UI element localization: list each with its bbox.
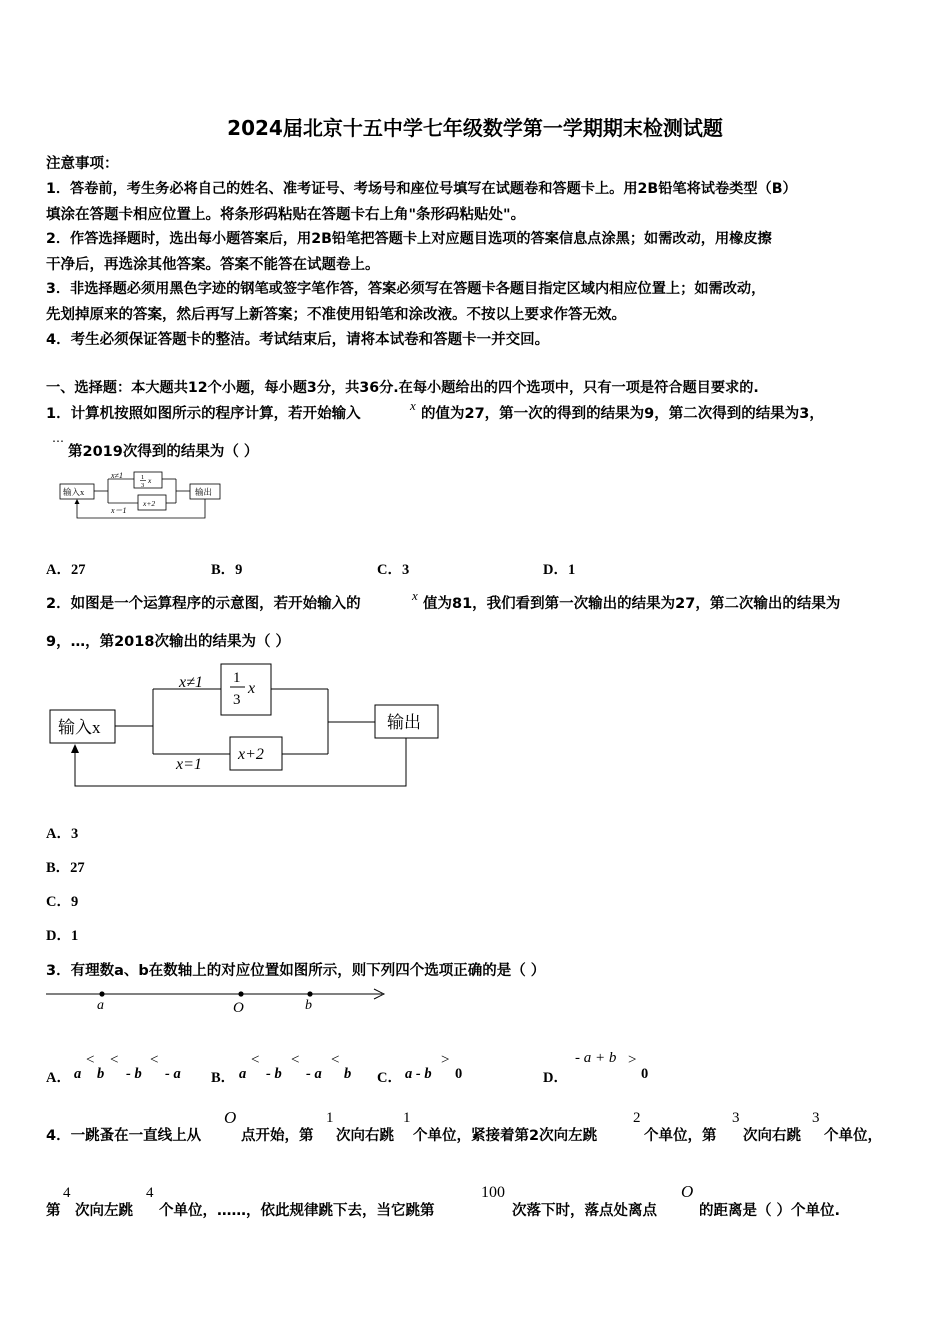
q2-frac-num: 1 [233, 670, 241, 686]
page-title: 2024届北京十五中学七年级数学第一学期期末检测试题 [227, 116, 723, 140]
q1-frac-den: 3 [141, 482, 145, 489]
q1-cond-bottom: x＝1 [111, 506, 127, 515]
q1-output-label: 输出 [195, 487, 213, 497]
q2-output-label: 输出 [387, 713, 421, 732]
q2-option-c[interactable]: C．9 [46, 894, 79, 910]
q2-third-box [221, 664, 271, 715]
q2-option-b[interactable]: B．27 [46, 860, 85, 876]
exam-page: 2024届北京十五中学七年级数学第一学期期末检测试题 注意事项： 1．答卷前，考生务必将自己的姓名、准考证号、考场号和座位号填写在试题卷和答题卡上。用2B铅笔将试卷类型（B） 填涂在答题卡相应位置上。将条形码粘贴在答题卡右上角"条形码粘贴处"。 2．作答选择题时，选出每小题答案后，用2B铅笔把答题卡上对应题目选项的答案信息点涂黑；如需改动，用橡皮擦 干净后，再选涂其他答案。答案不能答在试题卷上。 3．非选择题必须用黑色字迹的钢笔或签字笔作答，答案必须写在答题卡各题目指定区域内相应位置上；如需改动， 先划掉原来的答案，然后再写上新答案；不准使用铅笔和涂改液。不按以上要求作答无效。 4．考生必须保证答题卡的整洁。考试结束后，请将本试卷和答题卡一并交回。 一、选择题：本大题共12个小题，每小题3分，共36分.在每小题给出的四个选项中，只有一项是符合题目要求的. 1．计算机按照如图所示的程序计算，若开始输入 x 的值为27，第一次的得到的结果为9，第二次得到的结果为3， ⋯ 第2019次得到的结果为（ ） 输入x x≠1 1 3 x x+2 x＝1 输出 A．27 B．9 C．3 D．1 2．如图是一个运算程序的示意图，若开始输入的 x 值为81，我们看到第一次输出的结果为27，第二次输出的结果为 9，…，第2018次输出的结果为（ ） 输入x x≠1 1 3 x x=1 x+2 输出 A．3 B．27 C．9 D．1 3．有理数a、b在数轴上的对应位置如图所示，则下列四个选项正确的是（ ） a O b A． a < b < - b < - a B． a < - b < - a < b C． a - b > 0 D． - a + b > 0 4．一跳蚤在一直线上从 O 点开始，第 1 次向右跳 1 个单位，紧接着第2次向左跳 2 个单位，第 3 次向右跳 3 个单位， 第 4 次向左跳 4 个单位，……，依此规律跳下去，当它跳第 100 次落下时，落点处离点 O 的距离是（ ）个单位. [0, 0, 950, 1344]
notice-line-4: 4．考生必须保证答题卡的整洁。考试结束后，请将本试卷和答题卡一并交回。 [46, 332, 550, 348]
q1-stem-part1: 1．计算机按照如图所示的程序计算，若开始输入 [46, 406, 361, 422]
q1-frac-var: x [148, 476, 152, 485]
q2-flowchart [46, 660, 446, 792]
q3-stem: 3．有理数a、b在数轴上的对应位置如图所示，则下列四个选项正确的是（ ） [46, 963, 546, 979]
q2-cond-top: x≠1 [179, 674, 203, 691]
q1-plus-label: x+2 [143, 499, 156, 508]
q3-point-a [99, 991, 104, 996]
q1-option-c[interactable]: C．3 [377, 562, 410, 578]
q1-flowchart [58, 468, 228, 524]
q2-option-d[interactable]: D．1 [46, 928, 79, 944]
notice-line-1a: 1．答卷前，考生务必将自己的姓名、准考证号、考场号和座位号填写在试题卷和答题卡上。用2B铅笔将试卷类型（B） [46, 181, 797, 197]
q3-label-b: b [305, 998, 312, 1013]
q1-cond-top: x≠1 [111, 471, 123, 480]
notice-line-3a: 3．非选择题必须用黑色字迹的钢笔或签字笔作答，答案必须写在答题卡各题目指定区域内相应位置上；如需改动， [46, 281, 766, 297]
q2-var-x: x [412, 588, 418, 603]
q1-var-x: x [410, 398, 416, 413]
q1-stem-line2: 第2019次得到的结果为（ ） [68, 444, 259, 460]
q3-point-o [238, 991, 243, 996]
notice-line-2b: 干净后，再选涂其他答案。答案不能答在试题卷上。 [46, 257, 380, 273]
q1-option-b[interactable]: B．9 [211, 562, 243, 578]
q3-number-line [44, 984, 389, 1014]
q3-label-a: a [97, 998, 104, 1013]
section-heading: 一、选择题：本大题共12个小题，每小题3分，共36分.在每小题给出的四个选项中，只有一项是符合题目要求的. [46, 380, 759, 396]
q2-frac-den: 3 [233, 692, 241, 708]
q2-input-label: 输入x [58, 718, 101, 737]
q2-plus-label: x+2 [238, 746, 264, 763]
notice-heading: 注意事项： [46, 156, 119, 172]
q2-frac-var: x [248, 680, 256, 697]
q3-label-o: O [233, 1000, 244, 1016]
q2-stem-part1: 2．如图是一个运算程序的示意图，若开始输入的 [46, 596, 361, 612]
q2-cond-bottom: x=1 [176, 756, 202, 773]
q2-stem-line2: 9，…，第2018次输出的结果为（ ） [46, 634, 290, 650]
q1-dots: ⋯ [52, 434, 64, 448]
q1-stem-part2: 的值为27，第一次的得到的结果为9，第二次得到的结果为3， [421, 406, 824, 422]
q1-input-label: 输入x [63, 487, 85, 497]
q1-option-a[interactable]: A．27 [46, 562, 86, 578]
q2-stem-part2: 值为81，我们看到第一次输出的结果为27，第二次输出的结果为 [423, 596, 841, 612]
notice-line-3b: 先划掉原来的答案，然后再写上新答案；不准使用铅笔和涂改液。不按以上要求作答无效。 [46, 307, 626, 323]
q1-option-d[interactable]: D．1 [543, 562, 576, 578]
notice-line-2a: 2．作答选择题时，选出每小题答案后，用2B铅笔把答题卡上对应题目选项的答案信息点涂黑；如需改动，用橡皮擦 [46, 231, 772, 247]
q1-frac-num: 1 [141, 474, 145, 481]
notice-line-1b: 填涂在答题卡相应位置上。将条形码粘贴在答题卡右上角"条形码粘贴处"。 [46, 207, 526, 223]
q3-point-b [307, 991, 312, 996]
q2-option-a[interactable]: A．3 [46, 826, 79, 842]
